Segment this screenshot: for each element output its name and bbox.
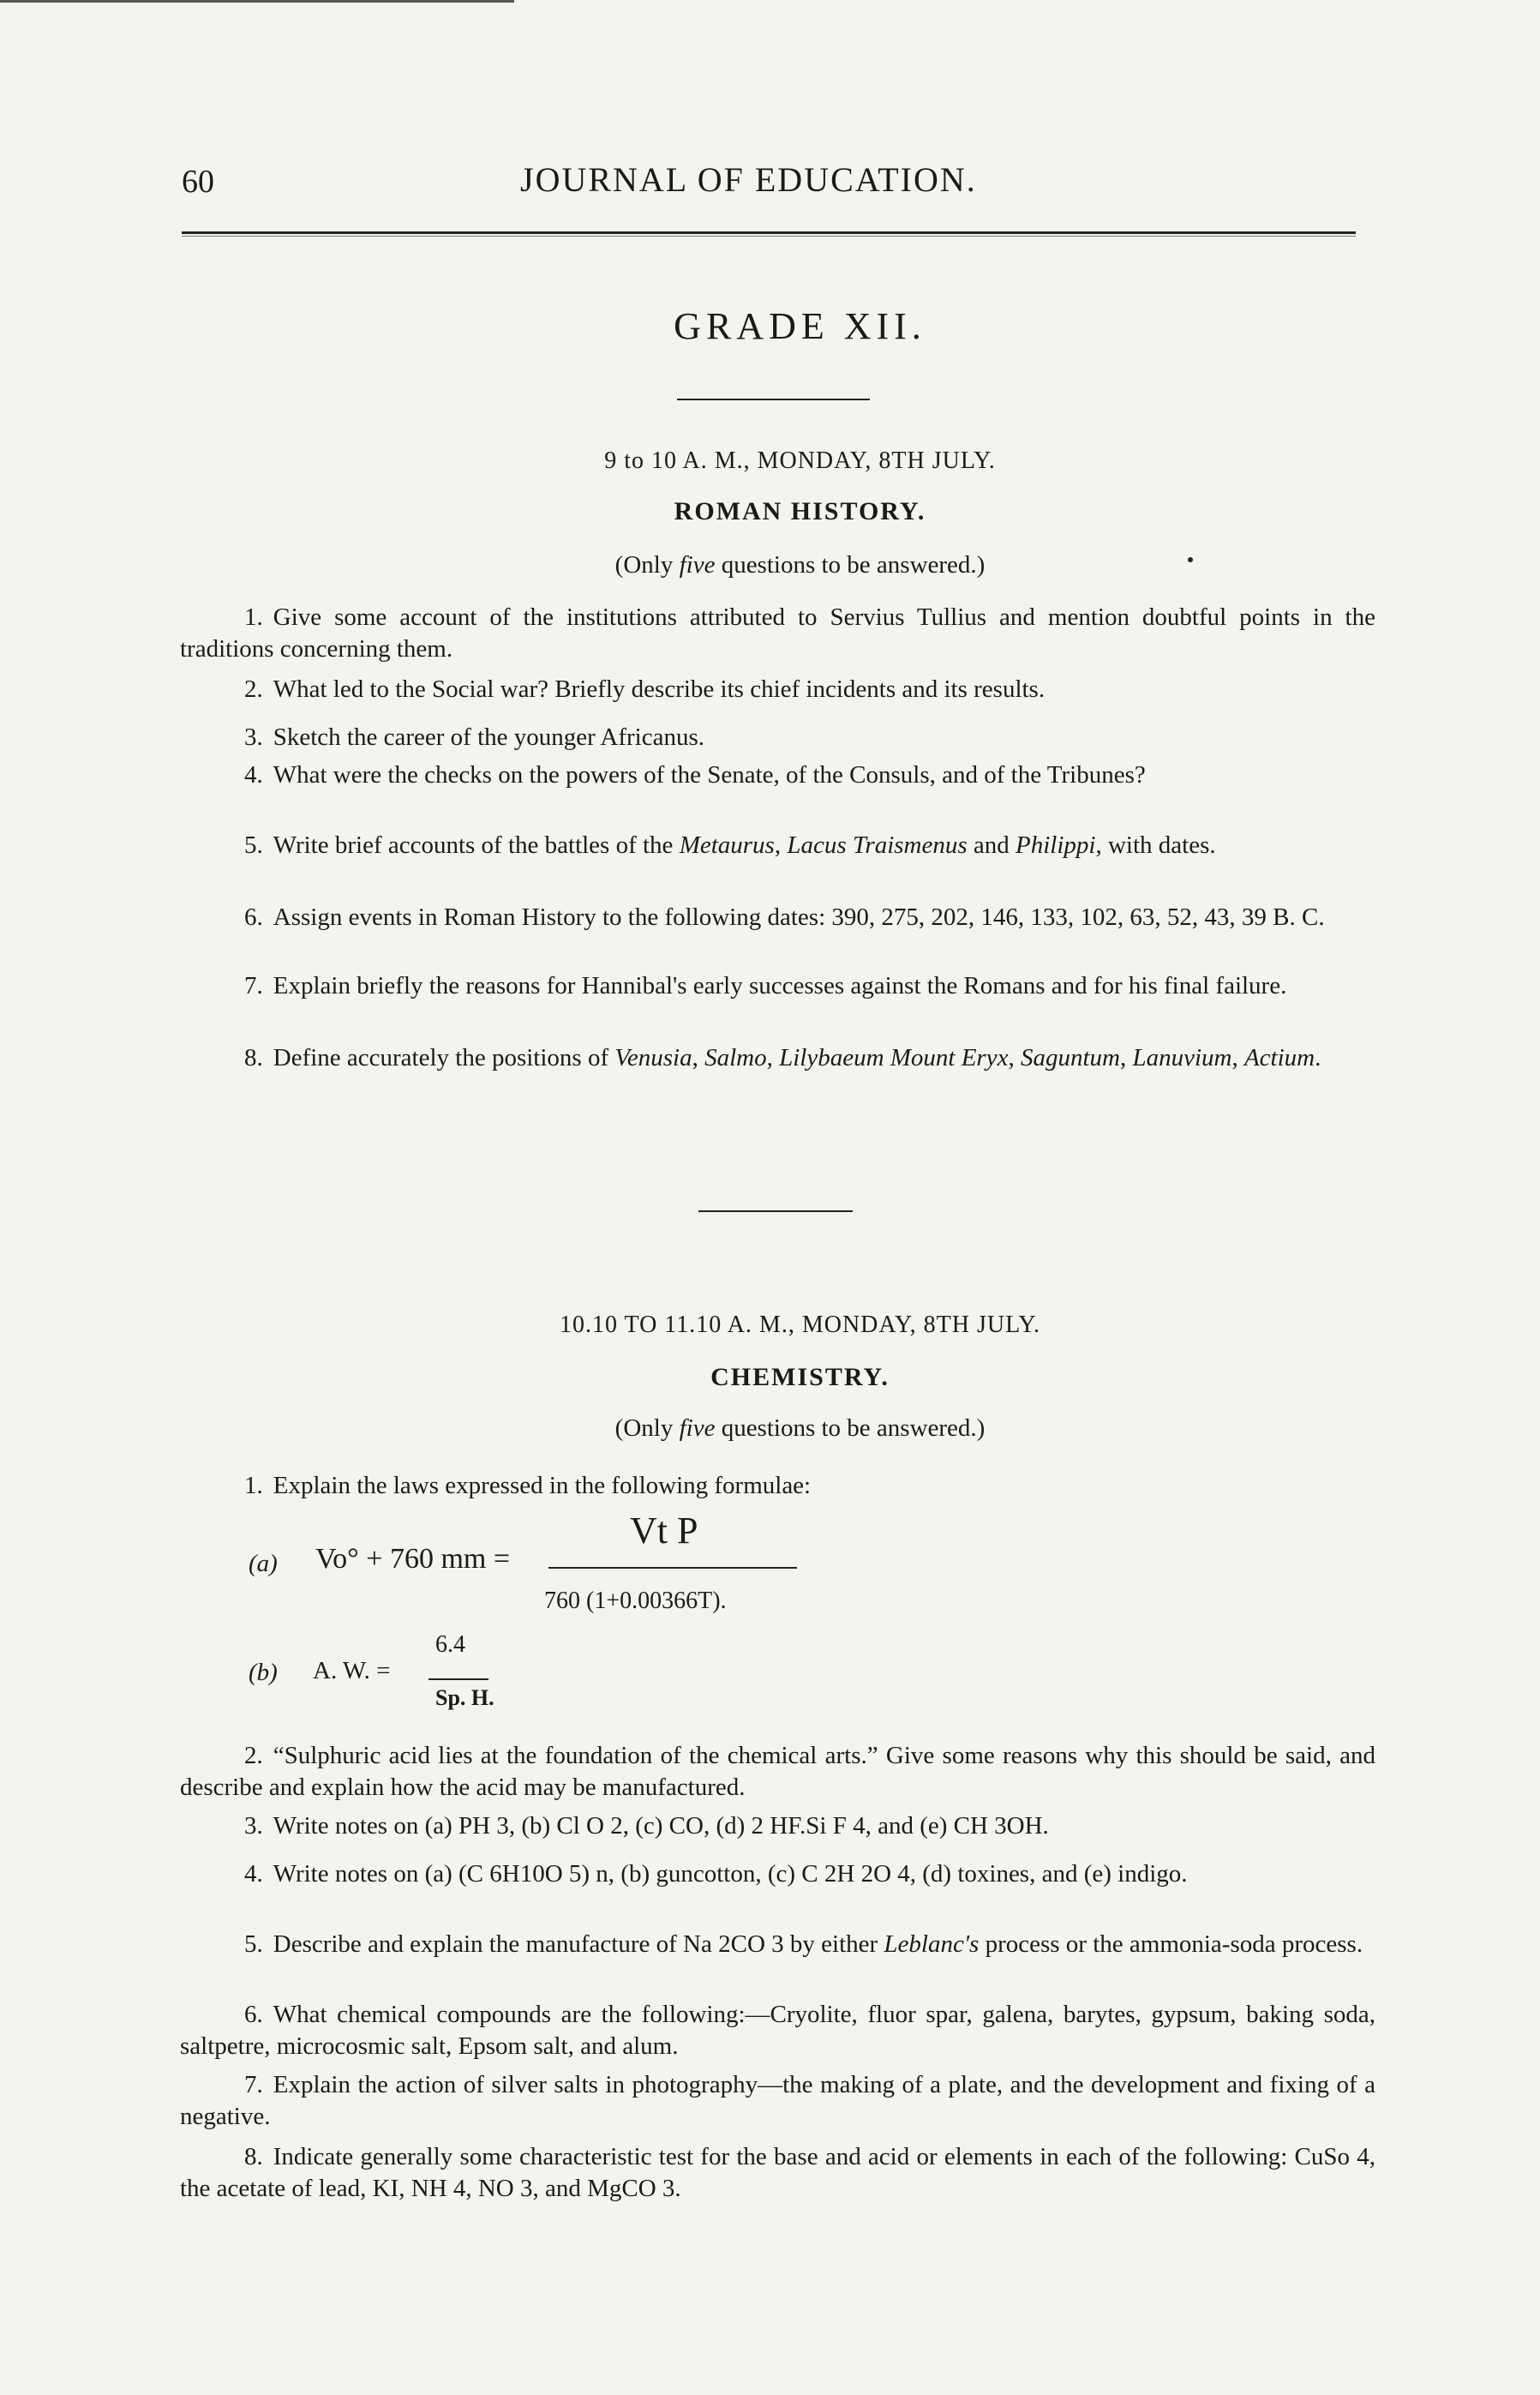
question-number: 2. bbox=[244, 1742, 263, 1769]
question-number: 6. bbox=[244, 903, 263, 931]
formula-b-lhs: A. W. = bbox=[313, 1657, 391, 1684]
page-number: 60 bbox=[182, 164, 214, 200]
question-text: Indicate generally some characteristic test for the base and acid or elements in each of the following: CuSo 4, the acetate of lead, KI, NH 4, NO 3, and MgCO 3. bbox=[180, 2143, 1375, 2202]
question-number: 7. bbox=[244, 972, 263, 999]
question-number: 4. bbox=[244, 1860, 263, 1888]
question-text: “Sulphuric acid lies at the foundation of the chemical arts.” Give some reasons why this should be said, and describe and explain how the acid may be manufactured. bbox=[180, 1742, 1375, 1801]
question-text: Explain the laws expressed in the following formulae: bbox=[273, 1472, 812, 1499]
top-edge-rule bbox=[0, 0, 514, 3]
question-number: 8. bbox=[244, 2143, 263, 2170]
chemistry-note: (Only five questions to be answered.) bbox=[614, 1414, 986, 1442]
question-number: 7. bbox=[244, 2071, 263, 2098]
running-head: JOURNAL OF EDUCATION. bbox=[520, 160, 977, 199]
question-text: Write notes on (a) PH 3, (b) Cl O 2, (c) CO, (d) 2 HF.Si F 4, and (e) CH 3OH. bbox=[273, 1812, 1049, 1840]
roman-question-1 bbox=[180, 602, 1375, 665]
formula-b-label: (b) bbox=[249, 1659, 278, 1686]
formula-a-fraction-bar bbox=[548, 1567, 797, 1569]
roman-question-6 bbox=[180, 902, 1375, 933]
roman-history-time: 9 to 10 A. M., MONDAY, 8TH JULY. bbox=[604, 447, 996, 474]
formula-b-fraction-bar bbox=[428, 1678, 488, 1680]
question-text: Explain the action of silver salts in photography—the making of a plate, and the development and fixing of a negative. bbox=[180, 2071, 1375, 2130]
header-rule-thin bbox=[182, 236, 1356, 237]
chemistry-question-3 bbox=[180, 1810, 1375, 1842]
header-rule bbox=[182, 231, 1356, 234]
chemistry-question-4 bbox=[180, 1858, 1375, 1890]
question-number: 8. bbox=[244, 1044, 263, 1071]
question-number: 5. bbox=[244, 1930, 263, 1958]
roman-question-2 bbox=[180, 674, 1375, 705]
chemistry-title: CHEMISTRY. bbox=[710, 1363, 890, 1391]
question-number: 2. bbox=[244, 675, 263, 703]
question-number: 4. bbox=[244, 761, 263, 789]
question-text: Write notes on (a) (C 6H10O 5) n, (b) guncotton, (c) C 2H 2O 4, (d) toxines, and (e) indigo. bbox=[273, 1860, 1188, 1888]
chemistry-question-8 bbox=[180, 2141, 1375, 2205]
formula-b-denominator: Sp. H. bbox=[435, 1685, 494, 1710]
chemistry-question-2 bbox=[180, 1740, 1375, 1804]
question-text: Explain briefly the reasons for Hannibal's early successes against the Romans and for his final failure. bbox=[273, 972, 1287, 999]
roman-question-5: 5. Write brief accounts of the battles of the Metaurus, Lacus Traismenus and Philippi, with dates. bbox=[244, 831, 1216, 859]
question-number: 1. bbox=[244, 603, 263, 631]
grade-title: GRADE XII. bbox=[674, 305, 926, 347]
question-text: What led to the Social war? Briefly describe its chief incidents and its results. bbox=[273, 675, 1046, 703]
chemistry-time: 10.10 TO 11.10 A. M., MONDAY, 8TH JULY. bbox=[559, 1312, 1041, 1338]
stray-mark bbox=[1188, 557, 1193, 562]
roman-question-7 bbox=[180, 970, 1375, 1002]
question-number: 6. bbox=[244, 2001, 263, 2028]
formula-a-label: (a) bbox=[249, 1550, 278, 1577]
question-text: What chemical compounds are the following:—Cryolite, fluor spar, galena, barytes, gypsum, baking soda, saltpetre, microcosmic salt, Epsom salt, and alum. bbox=[180, 2001, 1375, 2060]
formula-a-denominator: 760 (1+0.00366T). bbox=[544, 1588, 727, 1614]
question-text: Give some account of the institutions attributed to Servius Tullius and mention doubtful points in the traditions concerning them. bbox=[180, 603, 1375, 663]
question-text: Assign events in Roman History to the following dates: 390, 275, 202, 146, 133, 102, 63, 52, 43, 39 B. C. bbox=[273, 903, 1325, 931]
formula-a-lhs: Vo° + 760 mm = bbox=[315, 1543, 511, 1575]
page-header bbox=[182, 160, 1356, 214]
question-text: What were the checks on the powers of the Senate, of the Consuls, and of the Tribunes? bbox=[273, 761, 1146, 789]
chemistry-question-6 bbox=[180, 1999, 1375, 2062]
roman-question-4 bbox=[180, 759, 1375, 791]
roman-history-title: ROMAN HISTORY. bbox=[674, 497, 926, 525]
question-number: 1. bbox=[244, 1472, 263, 1499]
question-number: 3. bbox=[244, 1812, 263, 1840]
chemistry-question-7 bbox=[180, 2069, 1375, 2133]
chemistry-question-5: 5. Describe and explain the manufacture of Na 2CO 3 by either Leblanc's process or the ammonia-soda process. bbox=[244, 1930, 1363, 1958]
question-number: 5. bbox=[244, 831, 263, 859]
grade-divider bbox=[677, 399, 870, 400]
roman-question-3 bbox=[180, 722, 1375, 753]
roman-history-note: (Only five questions to be answered.) bbox=[614, 551, 986, 579]
question-text: Sketch the career of the younger Africanus. bbox=[273, 723, 705, 751]
question-number: 3. bbox=[244, 723, 263, 751]
formula-b-numerator: 6.4 bbox=[435, 1631, 465, 1658]
section-divider bbox=[698, 1210, 853, 1212]
chemistry-question-1 bbox=[180, 1470, 1375, 1502]
formula-a-numerator: Vt P bbox=[630, 1510, 698, 1552]
roman-question-8: 8. Define accurately the positions of Venusia, Salmo, Lilybaeum Mount Eryx, Saguntum, Lanuvium, Actium. bbox=[244, 1044, 1321, 1071]
